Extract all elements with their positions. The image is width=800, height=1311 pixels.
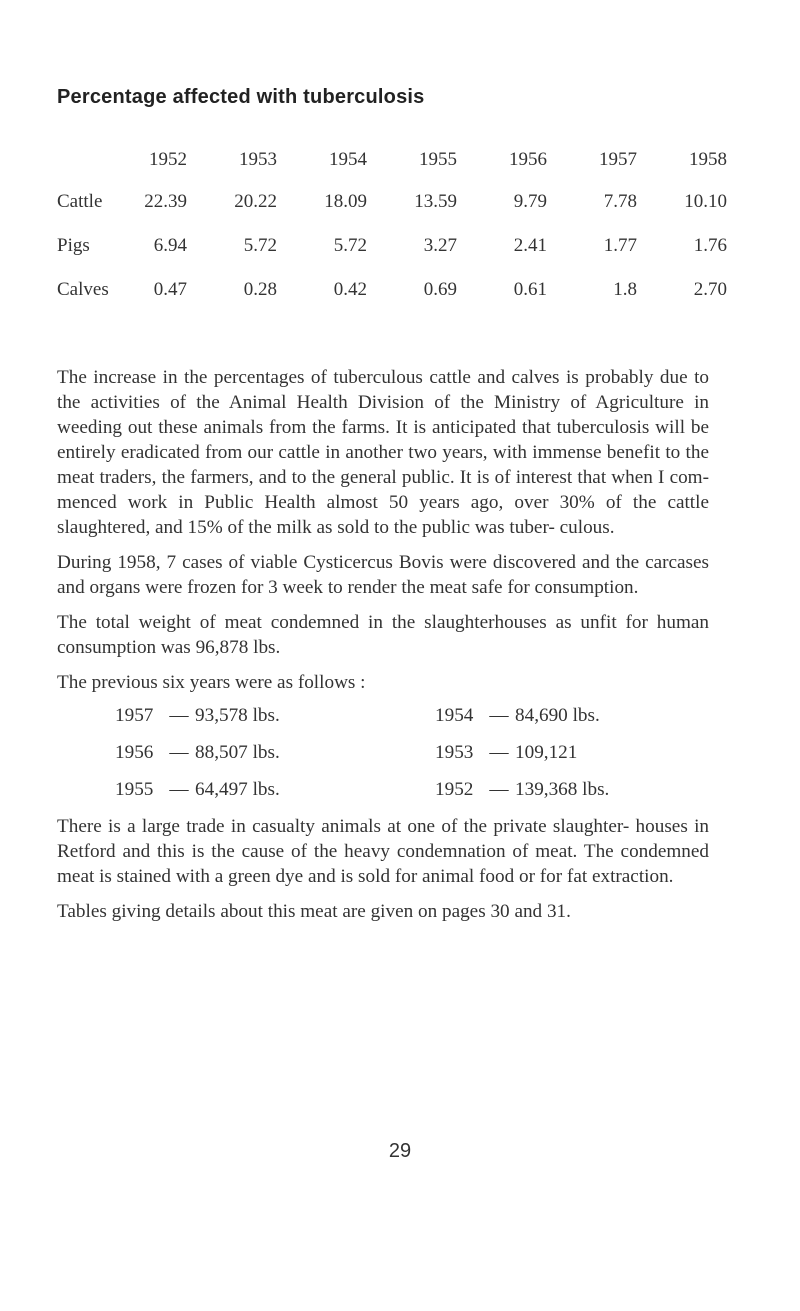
tuberculosis-table	[57, 140, 727, 312]
year: 1954	[435, 705, 474, 726]
table-row	[57, 224, 727, 268]
year-header: 1952	[149, 149, 187, 170]
dash: —	[169, 742, 189, 763]
year-header: 1958	[689, 149, 727, 170]
table-cell: 5.72	[243, 235, 277, 256]
table-cell: 0.28	[243, 279, 277, 300]
table-cell: 7.78	[603, 191, 637, 212]
row-label: Cattle	[57, 191, 103, 212]
paragraph: The increase in the percentages of tuberculous cattle and calves is probably due to the activities of the Animal Health Division of the Ministry of Agriculture in weeding out these animals from the farms. It is anticipated that tuberculosis will be entirely eradicated from our cattle in another two years, with immense benefit to the meat traders, the farmers, and to the general public. It is of interest that when I com- menced work in Public Health almost 50 years ago, over 30% of the cattle slaughtered, and 15% of the milk as sold to the public was tuber- culous.	[57, 367, 709, 538]
year: 1957	[115, 705, 154, 726]
table-cell: 0.47	[153, 279, 187, 300]
table-cell: 0.69	[423, 279, 457, 300]
paragraph: There is a large trade in casualty animals at one of the private slaughter- houses in Retford and this is the cause of the heavy condemnation of meat. The condemned meat is stained with a green dye and is sold for animal food or for fat extraction.	[57, 816, 709, 887]
paragraph: Tables giving details about this meat are given on pages 30 and 31.	[57, 901, 571, 922]
table-cell: 6.94	[153, 235, 187, 256]
row-label: Pigs	[57, 235, 90, 256]
table-cell: 3.27	[423, 235, 457, 256]
dash: —	[489, 705, 509, 726]
dash: —	[169, 779, 189, 800]
table-cell: 22.39	[144, 191, 187, 212]
previous-years-table	[115, 697, 609, 808]
weight: 84,690 lbs.	[515, 705, 600, 726]
year: 1956	[115, 742, 154, 763]
year: 1955	[115, 779, 154, 800]
year-header: 1953	[239, 149, 277, 170]
dash: —	[169, 705, 189, 726]
table-corner	[57, 140, 127, 180]
year-header: 1954	[329, 149, 367, 170]
list-item	[115, 697, 609, 734]
paragraph: The total weight of meat condemned in the slaughterhouses as unfit for human consumption was 96,878 lbs.	[57, 612, 709, 658]
year-header: 1957	[599, 149, 637, 170]
table-cell: 0.61	[513, 279, 547, 300]
weight: 109,121	[515, 742, 578, 763]
table-cell: 1.76	[693, 235, 727, 256]
table-cell: 9.79	[513, 191, 547, 212]
table-cell: 18.09	[324, 191, 367, 212]
year-header: 1956	[509, 149, 547, 170]
list-item	[115, 734, 609, 771]
table-cell: 0.42	[333, 279, 367, 300]
table-cell: 1.77	[603, 235, 637, 256]
paragraph: The previous six years were as follows :	[57, 672, 366, 693]
weight: 93,578 lbs.	[195, 705, 280, 726]
table-cell: 13.59	[414, 191, 457, 212]
year-header: 1955	[419, 149, 457, 170]
table-row	[57, 268, 727, 312]
weight: 139,368 lbs.	[515, 779, 610, 800]
table-cell: 5.72	[333, 235, 367, 256]
dash: —	[489, 779, 509, 800]
table-cell: 1.8	[613, 279, 637, 300]
table-header-row	[57, 140, 727, 180]
body-text	[57, 365, 709, 934]
table-cell: 2.41	[513, 235, 547, 256]
weight: 64,497 lbs.	[195, 779, 280, 800]
list-item	[115, 771, 609, 808]
section-heading: Percentage affected with tuberculosis	[57, 86, 425, 108]
row-label: Calves	[57, 279, 109, 300]
table-row	[57, 180, 727, 224]
dash: —	[489, 742, 509, 763]
page-number: 29	[388, 1140, 412, 1162]
table-cell: 20.22	[234, 191, 277, 212]
year: 1952	[435, 779, 474, 800]
table-cell: 2.70	[693, 279, 727, 300]
weight: 88,507 lbs.	[195, 742, 280, 763]
paragraph: During 1958, 7 cases of viable Cysticercus Bovis were discovered and the carcases and organs were frozen for 3 week to render the meat safe for consumption.	[57, 552, 709, 598]
table-cell: 10.10	[684, 191, 727, 212]
year: 1953	[435, 742, 474, 763]
